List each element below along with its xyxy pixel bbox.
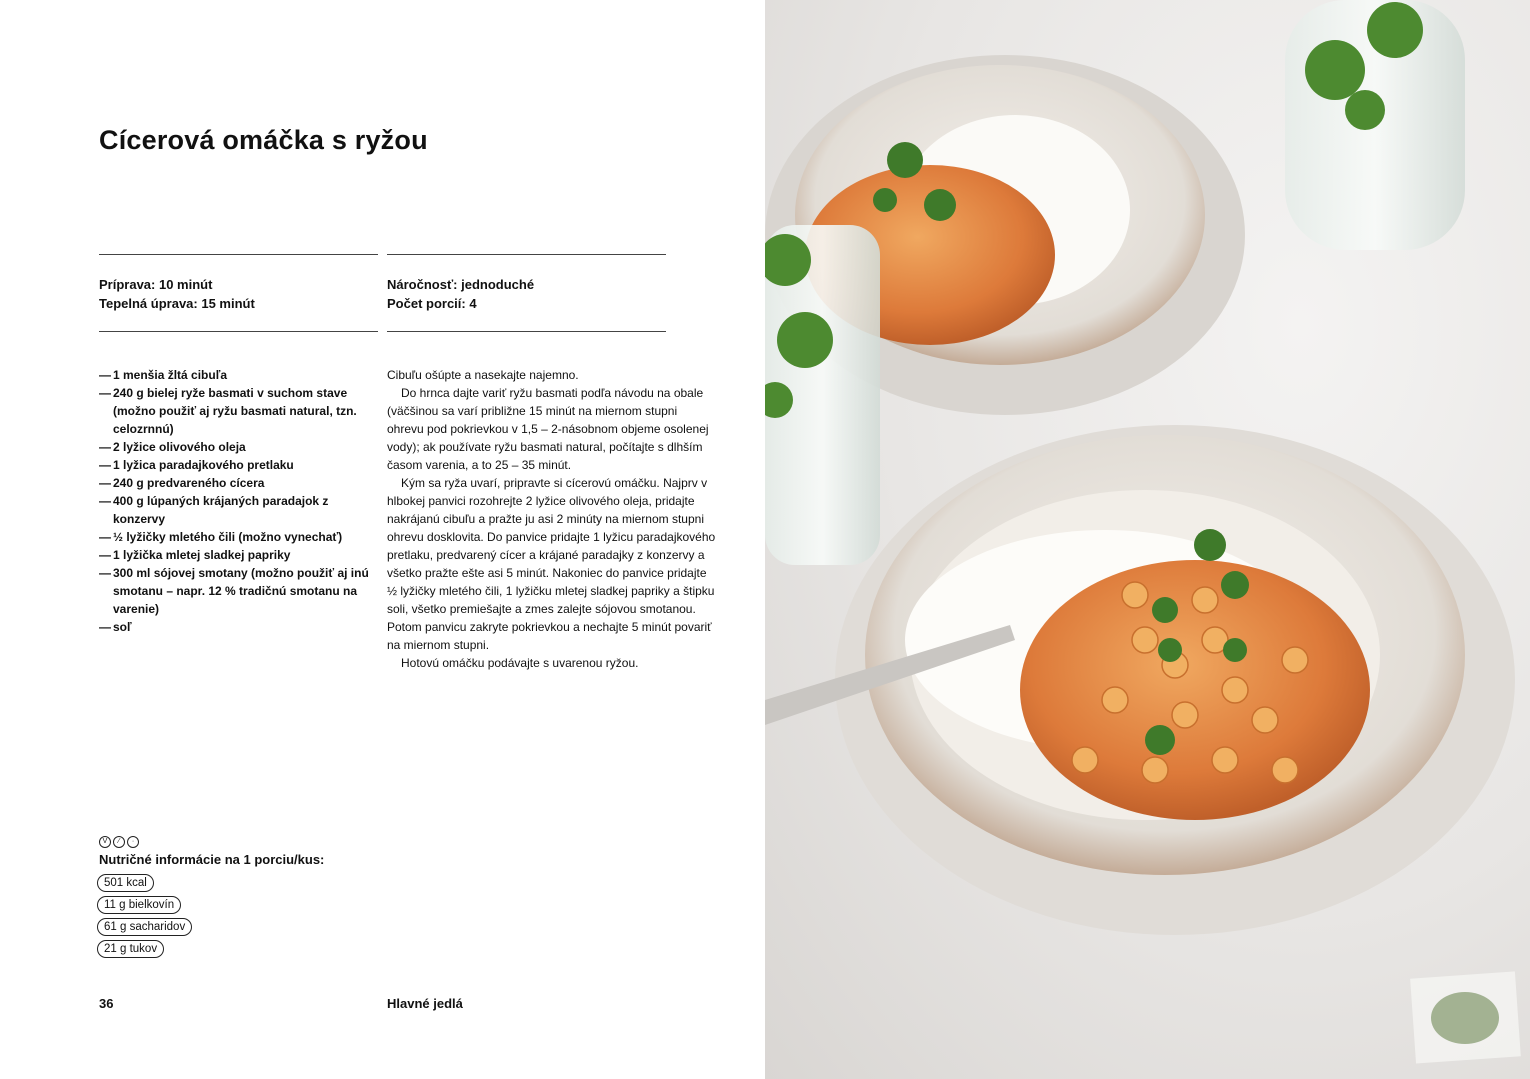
ingredient-item: — 1 lyžička mletej sladkej papriky bbox=[99, 548, 291, 562]
timing-info bbox=[99, 275, 255, 313]
servings: Počet porcií: 4 bbox=[387, 296, 477, 311]
prep-time: Príprava: 10 minút bbox=[99, 277, 213, 292]
section-name: Hlavné jedlá bbox=[387, 996, 463, 1011]
vegan-icon: V bbox=[99, 836, 111, 848]
nutrition-pill: 21 g tukov bbox=[97, 940, 164, 958]
method-step: Do hrnca dajte variť ryžu basmati podľa návodu na obale (väčšinou sa varí približne 15 minút na miernom stupni ohrevu pod pokrievkou v 1,5 – 2-násobnom objeme osolenej vody); ak používate ryžu basmati natural, počítajte s dlhším časom varenia, a to 25 – 35 minút. bbox=[387, 386, 709, 472]
method-step: Kým sa ryža uvarí, pripravte si cícerovú omáčku. Najprv v hlbokej panvici rozohrejte 2 lyžice olivového oleja, pridajte nakrájanú cibuľu a pražte ju asi 2 minúty na miernom stupni ohrevu dosklovita. Do panvice pridajte 1 lyžicu paradajkového pretlaku, predvarený cícer a krájané paradajky z konzervy a všetko pražte ešte asi 5 minút. Nakoniec do panvice pridajte ½ lyžičky mletého čili, 1 lyžičku mletej sladkej papriky a štipku soli, všetko premiešajte a zmes zalejte sójovou smotanou. Potom panvicu zakryte pokrievkou a nechajte 5 minút povariť na miernom stupni. bbox=[387, 476, 716, 652]
hedgehog-icon bbox=[1431, 992, 1499, 1044]
ingredient-item: — 1 lyžica paradajkového pretlaku bbox=[99, 458, 294, 472]
ingredient-item: — 2 lyžice olivového oleja bbox=[99, 440, 246, 454]
food-photo-illustration bbox=[765, 0, 1530, 1079]
divider bbox=[99, 254, 378, 255]
ingredient-item: — 240 g bielej ryže basmati v suchom stave (možno použiť aj ryžu basmati natural, tzn. celozrnnú) bbox=[99, 386, 357, 436]
page-number: 36 bbox=[99, 996, 114, 1011]
ingredient-item: — 400 g lúpaných krájaných paradajok z konzervy bbox=[99, 494, 329, 526]
ingredients-list bbox=[99, 366, 369, 636]
recipe-title: Cícerová omáčka s ryžou bbox=[99, 125, 428, 155]
nutrition-list bbox=[97, 874, 192, 962]
nutrition-pill: 501 kcal bbox=[97, 874, 154, 892]
method-text bbox=[387, 366, 717, 672]
ingredient-item: — ½ lyžičky mletého čili (možno vynechať) bbox=[99, 530, 343, 544]
lactose-free-icon: · bbox=[127, 836, 139, 848]
nutrition-pill: 61 g sacharidov bbox=[97, 918, 192, 936]
nutrition-title: Nutričné informácie na 1 porciu/kus: bbox=[99, 852, 325, 867]
difficulty: Náročnosť: jednoduché bbox=[387, 277, 535, 292]
food-photo bbox=[765, 0, 1530, 1079]
nutrition-pill: 11 g bielkovín bbox=[97, 896, 181, 914]
method-step: Cibuľu ošúpte a nasekajte najemno. bbox=[387, 368, 579, 382]
diet-icons bbox=[99, 836, 139, 848]
ingredient-item: — 240 g predvareného cícera bbox=[99, 476, 265, 490]
ingredient-item: — 300 ml sójovej smotany (možno použiť aj inú smotanu – napr. 12 % tradičnú smotanu na varenie) bbox=[99, 566, 369, 616]
method-step: Hotovú omáčku podávajte s uvarenou ryžou. bbox=[401, 656, 639, 670]
cook-time: Tepelná úprava: 15 minút bbox=[99, 296, 255, 311]
divider bbox=[99, 331, 378, 332]
divider bbox=[387, 331, 666, 332]
ingredient-item: — soľ bbox=[99, 620, 132, 634]
ingredient-item: — 1 menšia žltá cibuľa bbox=[99, 368, 227, 382]
difficulty-info bbox=[387, 275, 534, 313]
divider bbox=[387, 254, 666, 255]
gluten-free-icon: ⁄ bbox=[113, 836, 125, 848]
